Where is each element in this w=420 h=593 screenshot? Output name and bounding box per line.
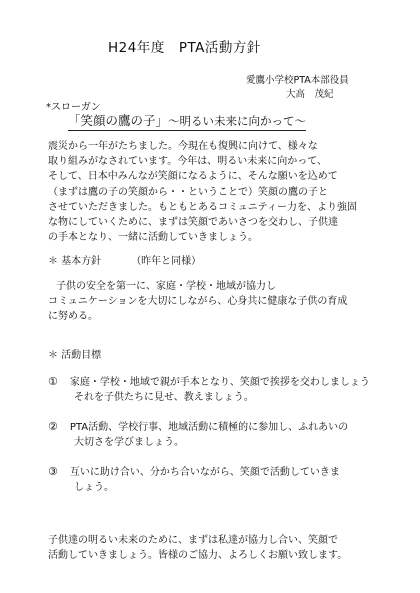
intro-line: の手本となり、一緒に活動していきましょう。 bbox=[48, 232, 258, 244]
goals-heading: ＊ 活動目標 bbox=[48, 350, 102, 361]
policy-line: に努める。 bbox=[48, 311, 98, 323]
intro-line: そして、日本中みんなが笑顔になるように、そんな願いを込めて bbox=[48, 171, 338, 183]
author-organization: 愛鷹小学校PTA本部役員 bbox=[246, 75, 349, 86]
goal-number: ③ bbox=[48, 465, 58, 478]
goal-line: PTA活動、学校行事、地域活動に積極的に参加し、ふれあいの bbox=[69, 422, 349, 433]
closing-paragraph bbox=[48, 533, 347, 563]
goal-item-3 bbox=[48, 464, 340, 495]
goal-item-2 bbox=[48, 419, 348, 450]
closing-line: 活動していきましょう。皆様のご協力、よろしくお願い致します。 bbox=[48, 550, 348, 562]
goal-line: 大切さを学びましょう。 bbox=[74, 437, 184, 449]
goal-item-1 bbox=[48, 374, 370, 405]
goal-number: ① bbox=[48, 375, 58, 388]
goal-line: 互いに助け合い、分かち合いながら、笑顔で活動していきま bbox=[69, 467, 340, 478]
page-title: H24年度 PTA活動方針 bbox=[108, 40, 261, 56]
intro-line: な物にしていくために、まずは笑顔であいさつを交わし、子供達 bbox=[48, 217, 338, 229]
intro-line: 震災から一年がたちました。今現在も復興に向けて、様々な bbox=[48, 141, 318, 152]
goal-line: それを子供たちに見せ、教えましょう。 bbox=[74, 392, 254, 404]
policy-line: 子供の安全を第一に、家庭・学校・地域が協力し bbox=[56, 281, 276, 292]
goal-number: ② bbox=[48, 420, 58, 433]
goal-line: 家庭・学校・地域で親が手本となり、笑顔で挨拶を交わしましょう bbox=[69, 377, 370, 388]
policy-body-cont bbox=[48, 294, 347, 324]
closing-line: 子供達の明るい未来のために、まずは私達が協力し合い、笑顔で bbox=[48, 535, 338, 546]
author-name: 大高 茂紀 bbox=[286, 89, 334, 100]
intro-line: 取り組みがなされています。今年は、明るい未来に向かって、 bbox=[48, 156, 327, 168]
goal-line: しょう。 bbox=[74, 482, 114, 494]
policy-note: （昨年と同様） bbox=[131, 256, 202, 267]
policy-heading-label: ＊ 基本方針 bbox=[48, 256, 102, 267]
policy-line: コミュニケーションを大切にしながら、心身共に健康な子供の育成 bbox=[48, 296, 348, 307]
slogan bbox=[68, 111, 306, 131]
intro-paragraph bbox=[48, 139, 357, 245]
slogan-main: 「笑顔の鷹の子」 bbox=[68, 113, 169, 128]
policy-heading bbox=[48, 252, 201, 267]
slogan-heading: *スローガン bbox=[46, 102, 101, 113]
intro-line: させていただきました。もともとあるコミュニティー力を、より強固 bbox=[48, 201, 357, 213]
policy-body bbox=[56, 279, 276, 294]
slogan-sub: ～明るい未来に向かって～ bbox=[168, 114, 307, 128]
intro-line: （まずは鷹の子の笑顔から・・ということで）笑顔の鷹の子と bbox=[48, 186, 328, 198]
